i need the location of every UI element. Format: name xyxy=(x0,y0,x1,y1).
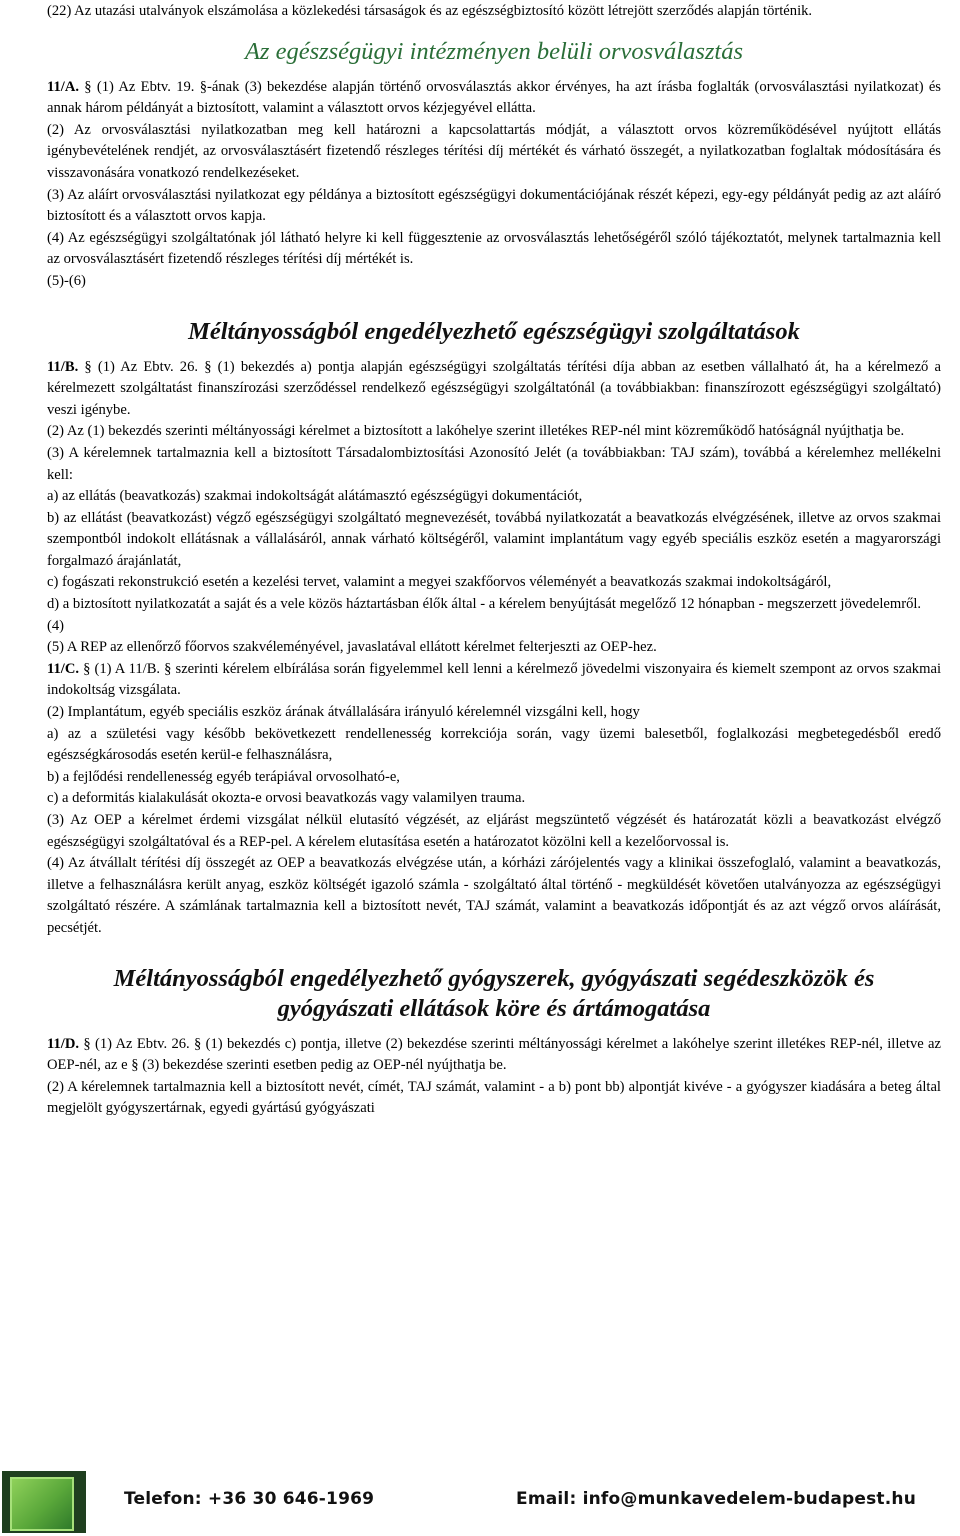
paragraph: b) az ellátást (beavatkozást) végző egészségügyi szolgáltató megnevezését, továbbá nyilatkozatát a beavatkozás elvégzésének, illetve az orvos szakmai szempontból indokolt ellátásnak a vállalásáról, annak várható költségéről, valamint implantátum vagy egyéb speciális eszköz esetén a magyarországi forgalmazó árajánlatát, xyxy=(47,509,941,569)
paragraph: (3) Az aláírt orvosválasztási nyilatkozat egy példánya a biztosított egészségügyi dokumentációjának részét képezi, egy-egy példányát pedig az azt aláíró biztosított és a választott orvos kapja. xyxy=(47,186,941,225)
paragraph: (4) Az egészségügyi szolgáltatónak jól látható helyre ki kell függesztenie az orvosválasztás lehetőségéről szóló tájékoztatót, melynek tartalmaznia kell az orvosválasztásért fizetendő részleges térítési díj mértékét is. xyxy=(47,229,941,268)
paragraph: (4) xyxy=(47,617,65,634)
paragraph: c) a deformitás kialakulását okozta-e orvosi beavatkozás vagy valamilyen trauma. xyxy=(47,790,526,807)
paragraph: b) a fejlődési rendellenesség egyéb terápiával orvosolható-e, xyxy=(47,768,400,785)
paragraph: (2) Az (1) bekezdés szerinti méltányossági kérelmet a biztosított a lakóhelye szerint illetékes REP-nél mint közreműködő hatóságnál nyújthatja be. xyxy=(47,423,905,440)
document-page xyxy=(47,0,941,1120)
logo-icon xyxy=(2,1471,86,1533)
logo-inner xyxy=(10,1477,74,1531)
footer-phone: Telefon: +36 30 646-1969 xyxy=(124,1489,375,1509)
section-heading-orvosvalasztas: Az egészségügyi intézményen belüli orvosválasztás xyxy=(244,37,744,65)
paragraph: (3) A kérelemnek tartalmaznia kell a biztosított Társadalombiztosítási Azonosító Jelét (a továbbiakban: TAJ szám), továbbá a kérelemhez mellékelni kell: xyxy=(47,444,941,483)
section-number: 11/C. xyxy=(47,660,80,677)
paragraph-11b xyxy=(47,357,941,422)
paragraph-text: § (1) Az Ebtv. 26. § (1) bekezdés c) pontja, illetve (2) bekezdése szerinti méltányossági kérelmet a lakóhelye szerint illetékes REP-nél, illetve az OEP-nél, az e § (3) bekezdése szerinti esetben pedig az OEP-nél nyújthatja be. xyxy=(47,1035,941,1074)
paragraph-11d xyxy=(47,1034,941,1077)
paragraph: (2) Az orvosválasztási nyilatkozatban meg kell határozni a kapcsolattartás módját, a választott orvos közreműködésével nyújtott ellátás igénybevételének rendjét, az orvosválasztásért fizetendő részleges térítési díj mértékét és várható összegét, a nyilatkozatban foglaltak módosítására és visszavonására vonatkozó rendelkezéseket. xyxy=(47,121,941,181)
paragraph-text: § (1) Az Ebtv. 19. §-ának (3) bekezdése alapján történő orvosválasztás akkor érvényes, ha azt írásba foglalták (orvosválasztási nyilatkozat) és annak három példányát a biztosított, valamint a választott orvos kézjegyével ellátta. xyxy=(47,78,941,117)
paragraph: (5)-(6) xyxy=(47,272,86,289)
paragraph: (4) Az átvállalt térítési díj összegét az OEP a beavatkozás elvégzése után, a kórházi zárójelentés vagy a klinikai összefoglaló, valamint a beavatkozás, illetve a felhasználásra került anyag, eszköz költségét igazoló számla - szolgáltató által történő - megküldését követően utalványozza az egészségügyi szolgáltató részére. A számlának tartalmaznia kell a biztosított nevét, TAJ számát, valamint a beavatkozás időpontját és az azt végző orvos aláírását, pecsétjét. xyxy=(47,855,941,936)
paragraph-text: § (1) A 11/B. § szerinti kérelem elbírálása során figyelemmel kell lenni a kérelmező jövedelmi viszonyaira és kiemelt szempont az orvos szakmai indokoltság vizsgálata. xyxy=(47,660,941,699)
section-number: 11/D. xyxy=(47,1035,80,1052)
section-number: 11/A. xyxy=(47,78,80,95)
section-heading-gyogyszerek-line2: gyógyászati ellátások köre és ártámogatása xyxy=(277,994,711,1022)
paragraph-text: § (1) Az Ebtv. 26. § (1) bekezdés a) pontja alapján egészségügyi szolgáltatás térítési díja abban az esetben vállalható át, ha a kérelmező a kérelmezett szolgáltatást finanszírozási szerződéssel rendelkező egészségügyi szolgáltatónál (a továbbiakban: finanszírozott egészségügyi szolgáltató) veszi igénybe. xyxy=(47,358,941,418)
paragraph-11c xyxy=(47,659,941,702)
paragraph: (2) Implantátum, egyéb speciális eszköz árának átvállalására irányuló kérelemnél vizsgálni kell, hogy xyxy=(47,704,640,721)
paragraph: a) az a születési vagy később bekövetkezett rendellenesség korrekciója során, vagy üzemi balesetből, foglalkozási megbetegedésből eredő egészségkárosodás esetén kerül-e felhasználásra, xyxy=(47,725,941,764)
section-heading-gyogyszerek-line1: Méltányosságból engedélyezhető gyógyszerek, gyógyászati segédeszközök és xyxy=(113,964,875,992)
paragraph-11a xyxy=(47,77,941,120)
paragraph: (3) Az OEP a kérelmet érdemi vizsgálat nélkül elutasító végzését, az eljárást megszüntető végzését és határozatát közli a beavatkozást elvégző egészségügyi szolgáltatóval és a REP-pel. A kérelem elutasítása esetén a határozatot közölni kell a kezelőorvossal is. xyxy=(47,812,941,850)
paragraph: a) az ellátás (beavatkozás) szakmai indokoltságát alátámasztó egészségügyi dokumentációt, xyxy=(47,488,583,505)
section-number: 11/B. xyxy=(47,358,79,375)
paragraph: c) fogászati rekonstrukció esetén a kezelési tervet, valamint a megyei szakfőorvos véleményét a beavatkozás szakmai indokoltságáról, xyxy=(47,574,832,591)
paragraph: d) a biztosított nyilatkozatát a saját és a vele közös háztartásban élők által - a kérelem benyújtását megelőző 12 hónapban - megszerzett jövedelemről. xyxy=(47,596,922,613)
paragraph: (22) Az utazási utalványok elszámolása a közlekedési társaságok és az egészségbiztosító között létrejött szerződés alapján történik. xyxy=(47,3,813,19)
paragraph: (5) A REP az ellenőrző főorvos szakvéleményével, javaslatával ellátott kérelmet felterjeszti az OEP-hez. xyxy=(47,639,657,656)
footer-email[interactable]: Email: info@munkavedelem-budapest.hu xyxy=(516,1489,917,1509)
paragraph: (2) A kérelemnek tartalmaznia kell a biztosított nevét, címét, TAJ számát, valamint - a b) pont bb) alpontját kivéve - a gyógyszer kiadására a beteg által megjelölt gyógyszertárnak, egyedi gyártású gyógyászati xyxy=(47,1078,941,1117)
section-heading-szolgaltatasok: Méltányosságból engedélyezhető egészségügyi szolgáltatások xyxy=(188,317,800,345)
